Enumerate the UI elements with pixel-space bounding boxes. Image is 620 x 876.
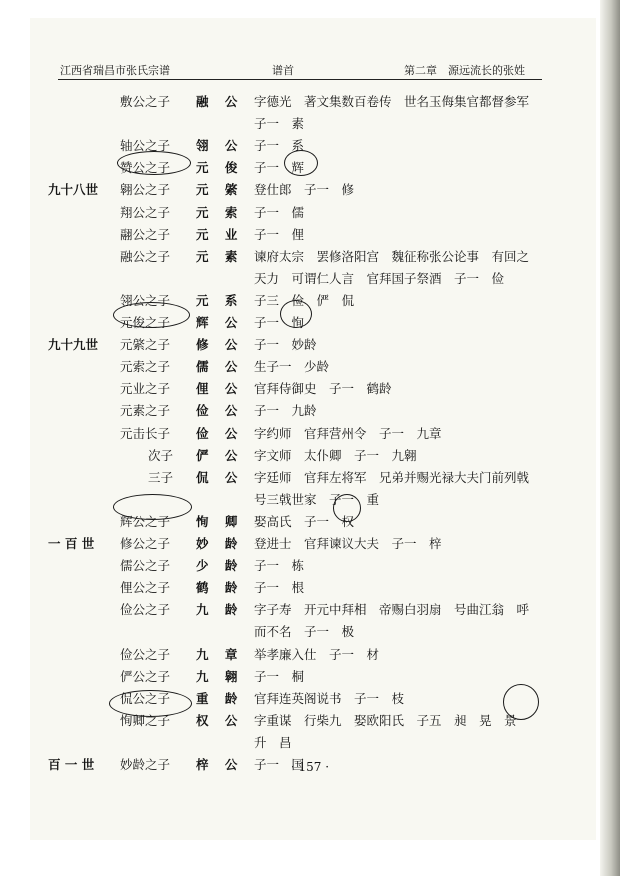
- handwritten-circle: [113, 494, 192, 520]
- description-text: 子一 俚: [254, 226, 305, 242]
- description-text: 子一 九龄: [254, 403, 317, 419]
- handwritten-circle: [117, 151, 191, 175]
- person-name: 元 业: [196, 226, 244, 242]
- description-text: 字廷师 官拜左将军 兄弟并赐光禄大夫门前列戟: [254, 469, 530, 485]
- book-spine-shadow: [600, 0, 620, 876]
- description-text: 子一 妙龄: [254, 337, 317, 353]
- relation-label: 妙龄之子: [120, 757, 171, 772]
- relation-label: 修公之子: [120, 536, 171, 551]
- description-continuation: 天力 可谓仁人言 官拜国子祭酒 子一 俭: [254, 270, 505, 286]
- table-row: [0, 424, 600, 444]
- relation-label: 元索之子: [120, 359, 171, 375]
- table-row: [0, 92, 600, 112]
- relation-label: 恂卿之子: [120, 712, 171, 728]
- relation-label: 元素之子: [120, 403, 171, 419]
- description-continuation: 升 昌: [254, 734, 292, 750]
- person-name: 权 公: [196, 712, 244, 728]
- description-text: 官拜连英阁说书 子一 枝: [254, 690, 405, 706]
- handwritten-circle: [113, 302, 190, 328]
- relation-label: 元业之子: [120, 381, 171, 397]
- table-row: [0, 512, 600, 532]
- person-name: 重 龄: [196, 690, 244, 706]
- person-name: 元 素: [196, 248, 244, 264]
- description-text: 官拜侍御史 子一 鹤龄: [254, 381, 392, 397]
- person-name: 俭 公: [196, 425, 244, 441]
- person-name: 融 公: [196, 94, 244, 109]
- person-name: 元 綮: [196, 182, 244, 198]
- description-text: 子一 根: [254, 580, 305, 596]
- table-row: [0, 203, 600, 223]
- table-row: [0, 180, 600, 200]
- person-name: 九 龄: [196, 602, 244, 618]
- generation-label: 百 一 世: [48, 757, 95, 772]
- description-continuation: 而不名 子一 极: [254, 624, 355, 640]
- description-text: 子一 国: [254, 757, 305, 772]
- relation-label: 俭公之子: [120, 602, 171, 618]
- header-left: 江西省瑞昌市张氏宗谱: [60, 64, 170, 77]
- table-row: [0, 401, 600, 421]
- handwritten-circle: [503, 684, 539, 720]
- relation-label: 俨公之子: [120, 668, 171, 684]
- person-name: 梓 公: [196, 757, 244, 772]
- table-row: [0, 578, 600, 598]
- table-row: [0, 225, 600, 245]
- table-row: [0, 379, 600, 399]
- description-text: 登仕郎 子一 修: [254, 182, 355, 198]
- description-continuation: 子一 素: [254, 116, 305, 132]
- description-text: 子一 桐: [254, 668, 305, 684]
- person-name: 元 系: [196, 292, 244, 308]
- relation-label: 侃公之子: [120, 690, 171, 706]
- relation-label: 融公之子: [120, 248, 171, 264]
- person-name: 元 俊: [196, 160, 244, 176]
- table-row: [0, 645, 600, 665]
- person-name: 鹤 龄: [196, 580, 244, 596]
- description-text: 子三 俭 俨 侃: [254, 292, 355, 308]
- generation-label: 九十九世: [48, 337, 99, 353]
- person-name: 翎 公: [196, 138, 244, 154]
- description-text: 字子寿 开元中拜相 帝赐白羽扇 号曲江翁 呼: [254, 602, 530, 618]
- handwritten-circle: [333, 494, 361, 522]
- description-text: 子一 系: [254, 138, 305, 154]
- description-text: 生子一 少龄: [254, 359, 330, 375]
- description-text: 举孝廉入仕 子一 材: [254, 646, 380, 662]
- description-text: 字重谋 行柴九 娶欧阳氏 子五 昶 晃 景: [254, 712, 517, 728]
- handwritten-circle: [109, 690, 192, 717]
- relation-label: 俚公之子: [120, 580, 171, 596]
- table-row: [0, 446, 600, 466]
- relation-label: 俭公之子: [120, 646, 171, 662]
- person-name: 少 龄: [196, 558, 244, 574]
- table-row: [0, 357, 600, 377]
- relation-label: 轴公之子: [120, 138, 171, 154]
- relation-label: 次子: [148, 447, 174, 463]
- person-name: 九 翱: [196, 668, 244, 684]
- description-text: 字约师 官拜营州令 子一 九章: [254, 425, 442, 441]
- description-text: 字德光 著文集数百卷传 世名玉侮集官都督参军: [254, 94, 530, 109]
- person-name: 妙 龄: [196, 536, 244, 551]
- person-name: 侃 公: [196, 469, 244, 485]
- relation-label: 儒公之子: [120, 558, 171, 574]
- table-row: [0, 468, 600, 488]
- description-text: 谏府太宗 罢修洛阳宫 魏征称张公论事 有回之: [254, 248, 530, 264]
- table-row: [0, 600, 600, 620]
- relation-label: 三子: [148, 469, 174, 485]
- description-text: 子一 栋: [254, 558, 305, 574]
- relation-label: 元綮之子: [120, 337, 171, 353]
- page-number: · 157 ·: [290, 760, 330, 774]
- person-name: 恂 卿: [196, 513, 244, 529]
- person-name: 俚 公: [196, 381, 244, 397]
- person-name: 俭 公: [196, 403, 244, 419]
- person-name: 九 章: [196, 646, 244, 662]
- description-continuation: 号三戟世家 子一 重: [254, 491, 380, 507]
- relation-label: 翮公之子: [120, 226, 171, 242]
- person-name: 修 公: [196, 337, 244, 353]
- description-text: 子一 恂: [254, 315, 305, 330]
- table-row: [0, 667, 600, 687]
- table-row: [0, 534, 600, 554]
- relation-label: 翔公之子: [120, 204, 171, 220]
- generation-label: 一 百 世: [48, 536, 95, 551]
- table-row: [0, 556, 600, 576]
- relation-label: 元俊之子: [120, 315, 171, 330]
- table-row: [0, 335, 600, 355]
- relation-label: 元击长子: [120, 425, 171, 441]
- header-center: 谱首: [272, 64, 294, 77]
- handwritten-circle: [284, 150, 318, 176]
- page-header: [60, 62, 542, 78]
- generation-label: 九十八世: [48, 182, 99, 198]
- person-name: 辉 公: [196, 315, 244, 330]
- relation-label: 翱公之子: [120, 182, 171, 198]
- description-text: 字文师 太仆卿 子一 九翱: [254, 447, 417, 463]
- person-name: 元 索: [196, 204, 244, 220]
- person-name: 俨 公: [196, 447, 244, 463]
- description-text: 子一 辉: [254, 160, 305, 176]
- header-rule: [58, 79, 542, 80]
- description-text: 子一 儒: [254, 204, 305, 220]
- relation-label: 辉公之子: [120, 513, 171, 529]
- header-right: 第二章 源远流长的张姓: [404, 64, 525, 77]
- relation-label: 敷公之子: [120, 94, 171, 109]
- description-text: 娶高氏 子一 权: [254, 513, 355, 529]
- relation-label: 翎公之子: [120, 292, 171, 308]
- relation-label: 赞公之子: [120, 160, 171, 176]
- description-text: 登进士 官拜谏议大夫 子一 梓: [254, 536, 442, 551]
- handwritten-circle: [280, 300, 312, 328]
- table-row: [0, 247, 600, 267]
- person-name: 儒 公: [196, 359, 244, 375]
